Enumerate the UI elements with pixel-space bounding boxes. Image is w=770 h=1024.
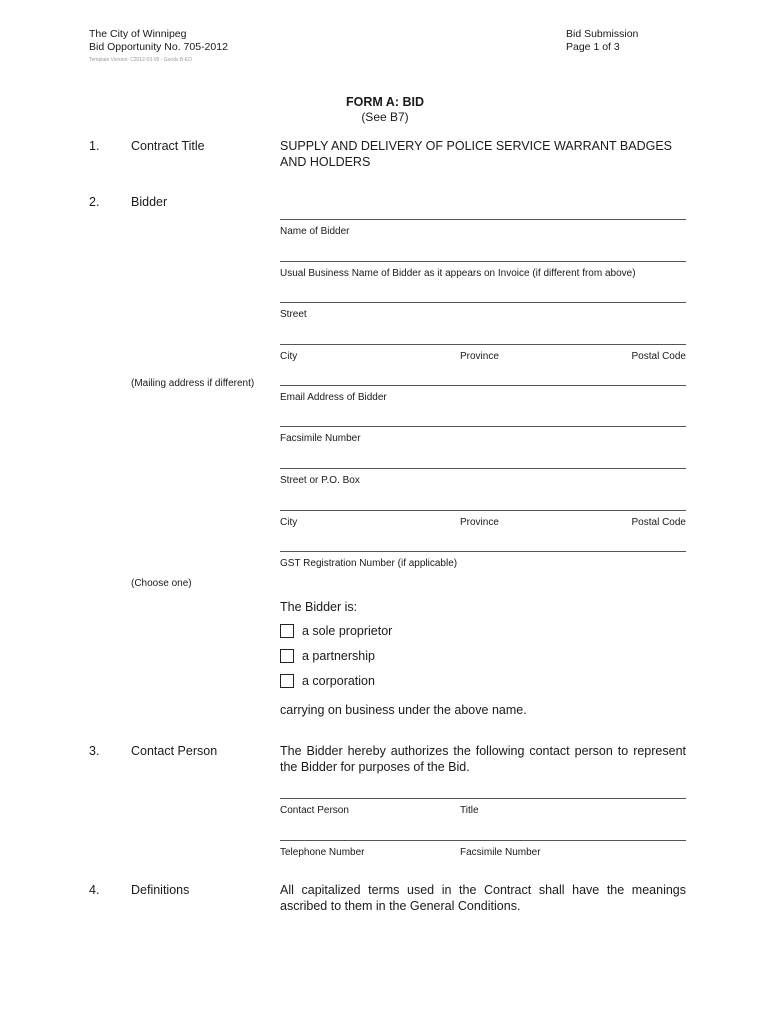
bid-submission-label: Bid Submission <box>566 28 639 40</box>
form-title: FORM A: BID <box>346 95 424 109</box>
usual-business-name-caption: Usual Business Name of Bidder as it appears on Invoice (if different from above) <box>280 268 636 279</box>
province-caption: Province <box>460 351 499 362</box>
telephone-facsimile-field[interactable] <box>280 840 686 859</box>
mailing-city-province-postal-field[interactable] <box>280 510 686 529</box>
mailing-city-caption: City <box>280 517 298 528</box>
usual-business-name-field[interactable] <box>280 261 686 280</box>
facsimile-field[interactable] <box>280 426 686 445</box>
facsimile-caption: Facsimile Number <box>280 433 361 444</box>
street-caption: Street <box>280 309 307 320</box>
contact-person-title-field[interactable] <box>280 798 686 817</box>
mailing-postal-code-caption: Postal Code <box>631 517 686 528</box>
street-field[interactable] <box>280 302 686 321</box>
partnership-checkbox[interactable] <box>280 649 294 663</box>
mailing-province-caption: Province <box>460 517 499 528</box>
gst-registration-field[interactable] <box>280 551 686 570</box>
corporation-label: a corporation <box>302 674 375 688</box>
section-2-number: 2. <box>89 195 100 209</box>
contact-facsimile-caption: Facsimile Number <box>460 847 541 858</box>
section-1-label: Contract Title <box>131 139 205 153</box>
option-corporation[interactable] <box>280 674 375 688</box>
section-3-number: 3. <box>89 744 100 758</box>
section-1-number: 1. <box>89 139 100 153</box>
street-po-box-field[interactable] <box>280 468 686 487</box>
telephone-caption: Telephone Number <box>280 847 365 858</box>
city-province-postal-field[interactable] <box>280 344 686 363</box>
template-version: Template Version: C2012-03-09 - Goods B-ED <box>89 57 192 63</box>
section-4-number: 4. <box>89 883 100 897</box>
section-3-label: Contact Person <box>131 744 218 758</box>
gst-registration-caption: GST Registration Number (if applicable) <box>280 558 458 569</box>
definitions-text: All capitalized terms used in the Contract shall have the meanings ascribed to them in the General Conditions. <box>280 883 686 913</box>
postal-code-caption: Postal Code <box>631 351 686 362</box>
bidder-name-caption: Name of Bidder <box>280 226 350 237</box>
bidder-is-label: The Bidder is: <box>280 600 358 614</box>
sole-proprietor-label: a sole proprietor <box>302 624 393 638</box>
mailing-address-note: (Mailing address if different) <box>131 378 255 389</box>
form-subtitle: (See B7) <box>361 110 409 124</box>
contact-person-caption: Contact Person <box>280 805 349 816</box>
carrying-on-business-text: carrying on business under the above name. <box>280 703 527 717</box>
street-po-box-caption: Street or P.O. Box <box>280 475 360 486</box>
title-caption: Title <box>460 805 479 816</box>
city-caption: City <box>280 351 298 362</box>
email-caption: Email Address of Bidder <box>280 392 387 403</box>
header-left <box>89 28 228 54</box>
option-partnership[interactable] <box>280 649 375 663</box>
email-field[interactable] <box>280 385 686 404</box>
choose-one-note: (Choose one) <box>131 578 192 589</box>
sole-proprietor-checkbox[interactable] <box>280 624 294 638</box>
corporation-checkbox[interactable] <box>280 674 294 688</box>
bid-opportunity-number: Bid Opportunity No. 705-2012 <box>89 41 228 53</box>
contact-authorization-text: The Bidder hereby authorizes the following contact person to represent the Bidder for purposes of the Bid. <box>280 744 686 774</box>
page-number: Page 1 of 3 <box>566 41 620 53</box>
section-4-label: Definitions <box>131 883 190 897</box>
option-sole-proprietor[interactable] <box>280 624 392 638</box>
header-right <box>566 28 638 54</box>
section-2-label: Bidder <box>131 195 168 209</box>
bidder-name-field[interactable] <box>280 219 686 238</box>
contract-title-value: SUPPLY AND DELIVERY OF POLICE SERVICE WARRANT BADGES AND HOLDERS <box>280 139 673 169</box>
city-name: The City of Winnipeg <box>89 28 187 40</box>
partnership-label: a partnership <box>302 649 375 663</box>
